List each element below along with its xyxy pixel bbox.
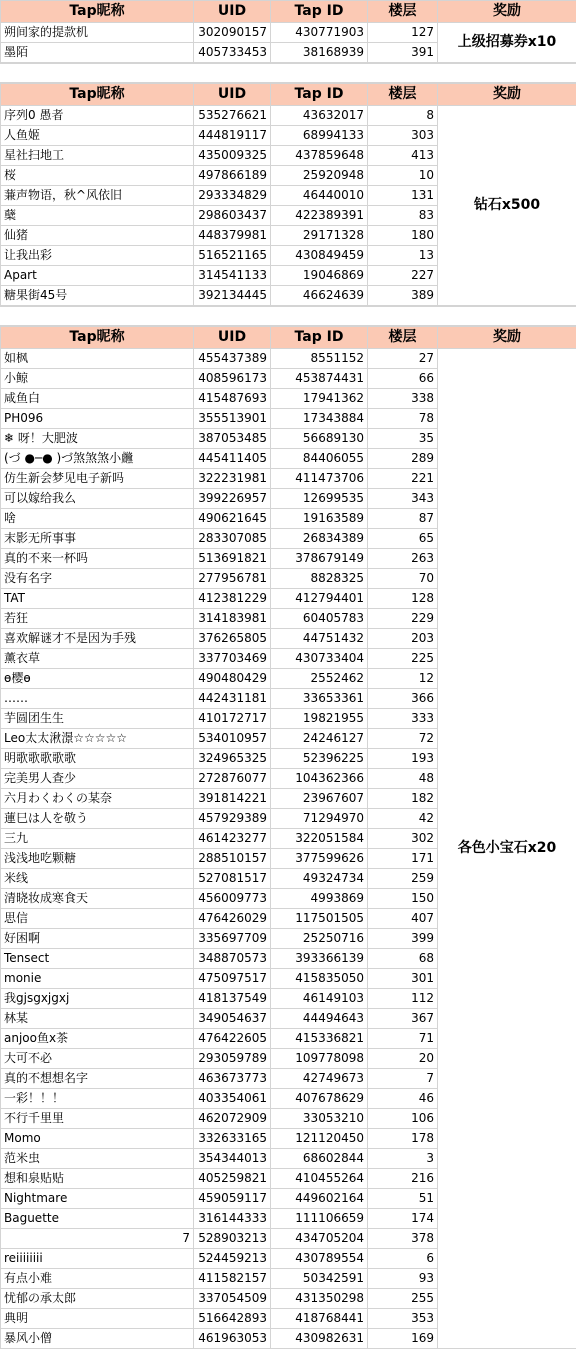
cell-nickname: TAT bbox=[1, 589, 194, 609]
header-nickname: Tap昵称 bbox=[1, 327, 194, 349]
cell-nickname: 桜 bbox=[1, 166, 194, 186]
cell-nickname: 朔间家的提款机 bbox=[1, 23, 194, 43]
header-floor: 楼层 bbox=[368, 84, 438, 106]
cell-tapid: 42749673 bbox=[271, 1069, 368, 1089]
cell-nickname: 小鲸 bbox=[1, 369, 194, 389]
cell-uid: 435009325 bbox=[194, 146, 271, 166]
cell-uid: 528903213 bbox=[194, 1229, 271, 1249]
cell-uid: 476422605 bbox=[194, 1029, 271, 1049]
cell-floor: 65 bbox=[368, 529, 438, 549]
cell-nickname: Baguette bbox=[1, 1209, 194, 1229]
cell-tapid: 44751432 bbox=[271, 629, 368, 649]
cell-floor: 227 bbox=[368, 266, 438, 286]
cell-floor: 203 bbox=[368, 629, 438, 649]
reward-cell: 各色小宝石x20 bbox=[438, 349, 576, 1349]
cell-floor: 70 bbox=[368, 569, 438, 589]
cell-nickname: 7 bbox=[1, 1229, 194, 1249]
cell-tapid: 52396225 bbox=[271, 749, 368, 769]
table-row bbox=[1, 349, 576, 369]
header-reward: 奖励 bbox=[438, 1, 576, 23]
cell-floor: 378 bbox=[368, 1229, 438, 1249]
cell-floor: 3 bbox=[368, 1149, 438, 1169]
cell-floor: 106 bbox=[368, 1109, 438, 1129]
table-row bbox=[1, 23, 576, 43]
table-row bbox=[1, 106, 576, 126]
cell-tapid: 121120450 bbox=[271, 1129, 368, 1149]
cell-uid: 490621645 bbox=[194, 509, 271, 529]
cell-uid: 314183981 bbox=[194, 609, 271, 629]
cell-tapid: 415336821 bbox=[271, 1029, 368, 1049]
cell-nickname: 薰衣草 bbox=[1, 649, 194, 669]
cell-nickname: 仿生新会梦见电子新吗 bbox=[1, 469, 194, 489]
cell-tapid: 407678629 bbox=[271, 1089, 368, 1109]
cell-floor: 20 bbox=[368, 1049, 438, 1069]
cell-nickname: 清晓妆成寒食天 bbox=[1, 889, 194, 909]
cell-tapid: 430789554 bbox=[271, 1249, 368, 1269]
cell-floor: 71 bbox=[368, 1029, 438, 1049]
cell-floor: 169 bbox=[368, 1329, 438, 1349]
cell-tapid: 434705204 bbox=[271, 1229, 368, 1249]
cell-floor: 413 bbox=[368, 146, 438, 166]
cell-tapid: 422389391 bbox=[271, 206, 368, 226]
cell-tapid: 44494643 bbox=[271, 1009, 368, 1029]
cell-floor: 66 bbox=[368, 369, 438, 389]
cell-floor: 128 bbox=[368, 589, 438, 609]
cell-nickname: 完美男人查少 bbox=[1, 769, 194, 789]
header-uid: UID bbox=[194, 1, 271, 23]
cell-tapid: 68994133 bbox=[271, 126, 368, 146]
cell-nickname: 糖果街45号 bbox=[1, 286, 194, 306]
cell-uid: 354344013 bbox=[194, 1149, 271, 1169]
cell-nickname: Nightmare bbox=[1, 1189, 194, 1209]
cell-tapid: 430849459 bbox=[271, 246, 368, 266]
cell-floor: 263 bbox=[368, 549, 438, 569]
cell-floor: 48 bbox=[368, 769, 438, 789]
cell-nickname: 真的不想想名字 bbox=[1, 1069, 194, 1089]
cell-nickname: 范米虫 bbox=[1, 1149, 194, 1169]
cell-uid: 337054509 bbox=[194, 1289, 271, 1309]
cell-tapid: 25250716 bbox=[271, 929, 368, 949]
cell-nickname: 蘖 bbox=[1, 206, 194, 226]
cell-nickname: ѳ樱ѳ bbox=[1, 669, 194, 689]
cell-floor: 180 bbox=[368, 226, 438, 246]
header-row bbox=[1, 327, 576, 349]
cell-floor: 229 bbox=[368, 609, 438, 629]
cell-floor: 87 bbox=[368, 509, 438, 529]
cell-uid: 412381229 bbox=[194, 589, 271, 609]
cell-uid: 288510157 bbox=[194, 849, 271, 869]
cell-floor: 42 bbox=[368, 809, 438, 829]
cell-nickname: 林某 bbox=[1, 1009, 194, 1029]
cell-uid: 293059789 bbox=[194, 1049, 271, 1069]
cell-uid: 462072909 bbox=[194, 1109, 271, 1129]
cell-uid: 335697709 bbox=[194, 929, 271, 949]
cell-uid: 445411405 bbox=[194, 449, 271, 469]
header-floor: 楼层 bbox=[368, 327, 438, 349]
header-nickname: Tap昵称 bbox=[1, 1, 194, 23]
cell-tapid: 24246127 bbox=[271, 729, 368, 749]
cell-uid: 408596173 bbox=[194, 369, 271, 389]
section-gap bbox=[0, 63, 576, 83]
cell-tapid: 33053210 bbox=[271, 1109, 368, 1129]
cell-tapid: 56689130 bbox=[271, 429, 368, 449]
cell-nickname: 末影无所事事 bbox=[1, 529, 194, 549]
cell-tapid: 60405783 bbox=[271, 609, 368, 629]
cell-tapid: 19163589 bbox=[271, 509, 368, 529]
cell-uid: 513691821 bbox=[194, 549, 271, 569]
cell-uid: 314541133 bbox=[194, 266, 271, 286]
cell-uid: 349054637 bbox=[194, 1009, 271, 1029]
cell-nickname: 可以嫁给我么 bbox=[1, 489, 194, 509]
cell-tapid: 117501505 bbox=[271, 909, 368, 929]
cell-nickname: 不行千里里 bbox=[1, 1109, 194, 1129]
cell-nickname: 仙猪 bbox=[1, 226, 194, 246]
cell-floor: 389 bbox=[368, 286, 438, 306]
cell-nickname: 忧郁の承太郎 bbox=[1, 1289, 194, 1309]
cell-nickname: 蒹声物语，秋^风依旧 bbox=[1, 186, 194, 206]
cell-nickname: 典明 bbox=[1, 1309, 194, 1329]
cell-nickname: 明歌歌歌歌歌 bbox=[1, 749, 194, 769]
header-reward: 奖励 bbox=[438, 327, 576, 349]
cell-floor: 255 bbox=[368, 1289, 438, 1309]
cell-floor: 367 bbox=[368, 1009, 438, 1029]
reward-table-2 bbox=[0, 83, 576, 306]
header-nickname: Tap昵称 bbox=[1, 84, 194, 106]
header-tapid: Tap ID bbox=[271, 84, 368, 106]
header-uid: UID bbox=[194, 327, 271, 349]
cell-floor: 343 bbox=[368, 489, 438, 509]
cell-uid: 272876077 bbox=[194, 769, 271, 789]
cell-tapid: 17941362 bbox=[271, 389, 368, 409]
cell-nickname: 蓮巳は人を敬う bbox=[1, 809, 194, 829]
cell-floor: 259 bbox=[368, 869, 438, 889]
cell-tapid: 84406055 bbox=[271, 449, 368, 469]
reward-cell: 钻石x500 bbox=[438, 106, 576, 306]
cell-tapid: 71294970 bbox=[271, 809, 368, 829]
cell-nickname: 好困啊 bbox=[1, 929, 194, 949]
cell-floor: 27 bbox=[368, 349, 438, 369]
header-floor: 楼层 bbox=[368, 1, 438, 23]
cell-uid: 534010957 bbox=[194, 729, 271, 749]
cell-nickname: Leo太太湫澋☆☆☆☆☆ bbox=[1, 729, 194, 749]
cell-uid: 348870573 bbox=[194, 949, 271, 969]
cell-floor: 174 bbox=[368, 1209, 438, 1229]
cell-tapid: 393366139 bbox=[271, 949, 368, 969]
cell-nickname: Apart bbox=[1, 266, 194, 286]
cell-floor: 131 bbox=[368, 186, 438, 206]
cell-uid: 405259821 bbox=[194, 1169, 271, 1189]
cell-floor: 366 bbox=[368, 689, 438, 709]
cell-uid: 411582157 bbox=[194, 1269, 271, 1289]
cell-tapid: 49324734 bbox=[271, 869, 368, 889]
cell-uid: 456009773 bbox=[194, 889, 271, 909]
cell-uid: 293334829 bbox=[194, 186, 271, 206]
cell-floor: 7 bbox=[368, 1069, 438, 1089]
cell-floor: 391 bbox=[368, 43, 438, 63]
cell-tapid: 33653361 bbox=[271, 689, 368, 709]
cell-uid: 524459213 bbox=[194, 1249, 271, 1269]
cell-uid: 516521165 bbox=[194, 246, 271, 266]
cell-tapid: 111106659 bbox=[271, 1209, 368, 1229]
cell-tapid: 8551152 bbox=[271, 349, 368, 369]
cell-floor: 12 bbox=[368, 669, 438, 689]
cell-nickname: 真的不来一杯吗 bbox=[1, 549, 194, 569]
cell-floor: 51 bbox=[368, 1189, 438, 1209]
cell-tapid: 23967607 bbox=[271, 789, 368, 809]
header-uid: UID bbox=[194, 84, 271, 106]
cell-nickname: 一彩！！！ bbox=[1, 1089, 194, 1109]
cell-tapid: 449602164 bbox=[271, 1189, 368, 1209]
cell-nickname: 啥 bbox=[1, 509, 194, 529]
cell-nickname: ❄ 呀！大肥波 bbox=[1, 429, 194, 449]
cell-uid: 415487693 bbox=[194, 389, 271, 409]
cell-uid: 461963053 bbox=[194, 1329, 271, 1349]
cell-uid: 527081517 bbox=[194, 869, 271, 889]
cell-tapid: 25920948 bbox=[271, 166, 368, 186]
cell-uid: 497866189 bbox=[194, 166, 271, 186]
cell-tapid: 410455264 bbox=[271, 1169, 368, 1189]
cell-uid: 410172717 bbox=[194, 709, 271, 729]
cell-tapid: 430733404 bbox=[271, 649, 368, 669]
section-gap bbox=[0, 306, 576, 326]
cell-nickname: 大可不必 bbox=[1, 1049, 194, 1069]
cell-nickname: 六月わくわくの某奈 bbox=[1, 789, 194, 809]
cell-tapid: 411473706 bbox=[271, 469, 368, 489]
cell-floor: 35 bbox=[368, 429, 438, 449]
header-row bbox=[1, 84, 576, 106]
cell-floor: 10 bbox=[368, 166, 438, 186]
cell-floor: 303 bbox=[368, 126, 438, 146]
cell-nickname: 咸鱼白 bbox=[1, 389, 194, 409]
cell-uid: 391814221 bbox=[194, 789, 271, 809]
cell-floor: 93 bbox=[368, 1269, 438, 1289]
cell-uid: 376265805 bbox=[194, 629, 271, 649]
cell-uid: 418137549 bbox=[194, 989, 271, 1009]
cell-nickname: 墨陌 bbox=[1, 43, 194, 63]
cell-floor: 221 bbox=[368, 469, 438, 489]
cell-tapid: 29171328 bbox=[271, 226, 368, 246]
cell-nickname: reiiiiiiii bbox=[1, 1249, 194, 1269]
cell-uid: 337703469 bbox=[194, 649, 271, 669]
cell-floor: 178 bbox=[368, 1129, 438, 1149]
cell-uid: 490480429 bbox=[194, 669, 271, 689]
reward-table-3 bbox=[0, 326, 576, 1349]
cell-uid: 476426029 bbox=[194, 909, 271, 929]
cell-floor: 333 bbox=[368, 709, 438, 729]
cell-uid: 535276621 bbox=[194, 106, 271, 126]
cell-floor: 225 bbox=[368, 649, 438, 669]
cell-uid: 324965325 bbox=[194, 749, 271, 769]
cell-uid: 405733453 bbox=[194, 43, 271, 63]
header-reward: 奖励 bbox=[438, 84, 576, 106]
cell-floor: 193 bbox=[368, 749, 438, 769]
cell-floor: 83 bbox=[368, 206, 438, 226]
cell-nickname: anjoo鱼x茶 bbox=[1, 1029, 194, 1049]
cell-tapid: 377599626 bbox=[271, 849, 368, 869]
cell-floor: 289 bbox=[368, 449, 438, 469]
cell-tapid: 322051584 bbox=[271, 829, 368, 849]
cell-tapid: 430982631 bbox=[271, 1329, 368, 1349]
cell-uid: 457929389 bbox=[194, 809, 271, 829]
cell-tapid: 38168939 bbox=[271, 43, 368, 63]
cell-nickname: 我gjsgxjgxj bbox=[1, 989, 194, 1009]
cell-tapid: 104362366 bbox=[271, 769, 368, 789]
cell-floor: 302 bbox=[368, 829, 438, 849]
cell-tapid: 17343884 bbox=[271, 409, 368, 429]
cell-uid: 277956781 bbox=[194, 569, 271, 589]
cell-nickname: 如枫 bbox=[1, 349, 194, 369]
cell-uid: 302090157 bbox=[194, 23, 271, 43]
cell-tapid: 431350298 bbox=[271, 1289, 368, 1309]
cell-nickname: …… bbox=[1, 689, 194, 709]
cell-nickname: 暴风小僧 bbox=[1, 1329, 194, 1349]
cell-nickname: (づ ●─● )づ煞煞煞小虪 bbox=[1, 449, 194, 469]
cell-nickname: 人鱼姬 bbox=[1, 126, 194, 146]
cell-nickname: 星社扫地工 bbox=[1, 146, 194, 166]
cell-uid: 392134445 bbox=[194, 286, 271, 306]
cell-floor: 150 bbox=[368, 889, 438, 909]
cell-nickname: 浅浅地吃颗糖 bbox=[1, 849, 194, 869]
cell-floor: 171 bbox=[368, 849, 438, 869]
cell-floor: 301 bbox=[368, 969, 438, 989]
cell-nickname: 有点小难 bbox=[1, 1269, 194, 1289]
cell-tapid: 46624639 bbox=[271, 286, 368, 306]
cell-uid: 442431181 bbox=[194, 689, 271, 709]
cell-tapid: 412794401 bbox=[271, 589, 368, 609]
cell-floor: 407 bbox=[368, 909, 438, 929]
cell-uid: 455437389 bbox=[194, 349, 271, 369]
cell-nickname: 想和泉贴贴 bbox=[1, 1169, 194, 1189]
cell-floor: 127 bbox=[368, 23, 438, 43]
cell-uid: 463673773 bbox=[194, 1069, 271, 1089]
cell-nickname: 思信 bbox=[1, 909, 194, 929]
cell-uid: 399226957 bbox=[194, 489, 271, 509]
cell-nickname: 米线 bbox=[1, 869, 194, 889]
cell-tapid: 43632017 bbox=[271, 106, 368, 126]
cell-floor: 216 bbox=[368, 1169, 438, 1189]
cell-nickname: 芋圆团生生 bbox=[1, 709, 194, 729]
cell-uid: 355513901 bbox=[194, 409, 271, 429]
cell-floor: 353 bbox=[368, 1309, 438, 1329]
cell-nickname: Momo bbox=[1, 1129, 194, 1149]
cell-tapid: 50342591 bbox=[271, 1269, 368, 1289]
cell-floor: 112 bbox=[368, 989, 438, 1009]
cell-floor: 6 bbox=[368, 1249, 438, 1269]
cell-nickname: 喜欢解谜才不是因为手残 bbox=[1, 629, 194, 649]
cell-tapid: 46440010 bbox=[271, 186, 368, 206]
cell-uid: 322231981 bbox=[194, 469, 271, 489]
cell-floor: 399 bbox=[368, 929, 438, 949]
cell-tapid: 109778098 bbox=[271, 1049, 368, 1069]
cell-nickname: 没有名字 bbox=[1, 569, 194, 589]
reward-cell: 上级招募券x10 bbox=[438, 23, 576, 63]
cell-floor: 72 bbox=[368, 729, 438, 749]
cell-floor: 8 bbox=[368, 106, 438, 126]
cell-floor: 13 bbox=[368, 246, 438, 266]
cell-uid: 283307085 bbox=[194, 529, 271, 549]
cell-tapid: 8828325 bbox=[271, 569, 368, 589]
cell-tapid: 418768441 bbox=[271, 1309, 368, 1329]
cell-nickname: 让我出彩 bbox=[1, 246, 194, 266]
cell-tapid: 12699535 bbox=[271, 489, 368, 509]
cell-tapid: 46149103 bbox=[271, 989, 368, 1009]
cell-tapid: 4993869 bbox=[271, 889, 368, 909]
cell-nickname: 序列0 愚者 bbox=[1, 106, 194, 126]
cell-tapid: 26834389 bbox=[271, 529, 368, 549]
cell-uid: 403354061 bbox=[194, 1089, 271, 1109]
cell-tapid: 2552462 bbox=[271, 669, 368, 689]
cell-floor: 182 bbox=[368, 789, 438, 809]
cell-uid: 298603437 bbox=[194, 206, 271, 226]
cell-tapid: 19821955 bbox=[271, 709, 368, 729]
cell-uid: 459059117 bbox=[194, 1189, 271, 1209]
cell-tapid: 430771903 bbox=[271, 23, 368, 43]
cell-tapid: 437859648 bbox=[271, 146, 368, 166]
cell-uid: 387053485 bbox=[194, 429, 271, 449]
cell-uid: 461423277 bbox=[194, 829, 271, 849]
cell-nickname: 若狂 bbox=[1, 609, 194, 629]
header-row bbox=[1, 1, 576, 23]
cell-nickname: Tensect bbox=[1, 949, 194, 969]
cell-tapid: 68602844 bbox=[271, 1149, 368, 1169]
header-tapid: Tap ID bbox=[271, 1, 368, 23]
cell-tapid: 19046869 bbox=[271, 266, 368, 286]
cell-uid: 448379981 bbox=[194, 226, 271, 246]
cell-uid: 332633165 bbox=[194, 1129, 271, 1149]
header-tapid: Tap ID bbox=[271, 327, 368, 349]
cell-tapid: 453874431 bbox=[271, 369, 368, 389]
cell-nickname: 三九 bbox=[1, 829, 194, 849]
cell-floor: 78 bbox=[368, 409, 438, 429]
cell-floor: 46 bbox=[368, 1089, 438, 1109]
cell-uid: 316144333 bbox=[194, 1209, 271, 1229]
cell-nickname: PH096 bbox=[1, 409, 194, 429]
cell-floor: 68 bbox=[368, 949, 438, 969]
cell-tapid: 415835050 bbox=[271, 969, 368, 989]
cell-uid: 516642893 bbox=[194, 1309, 271, 1329]
cell-floor: 338 bbox=[368, 389, 438, 409]
cell-uid: 475097517 bbox=[194, 969, 271, 989]
cell-tapid: 378679149 bbox=[271, 549, 368, 569]
cell-uid: 444819117 bbox=[194, 126, 271, 146]
reward-table-1 bbox=[0, 0, 576, 63]
cell-nickname: monie bbox=[1, 969, 194, 989]
